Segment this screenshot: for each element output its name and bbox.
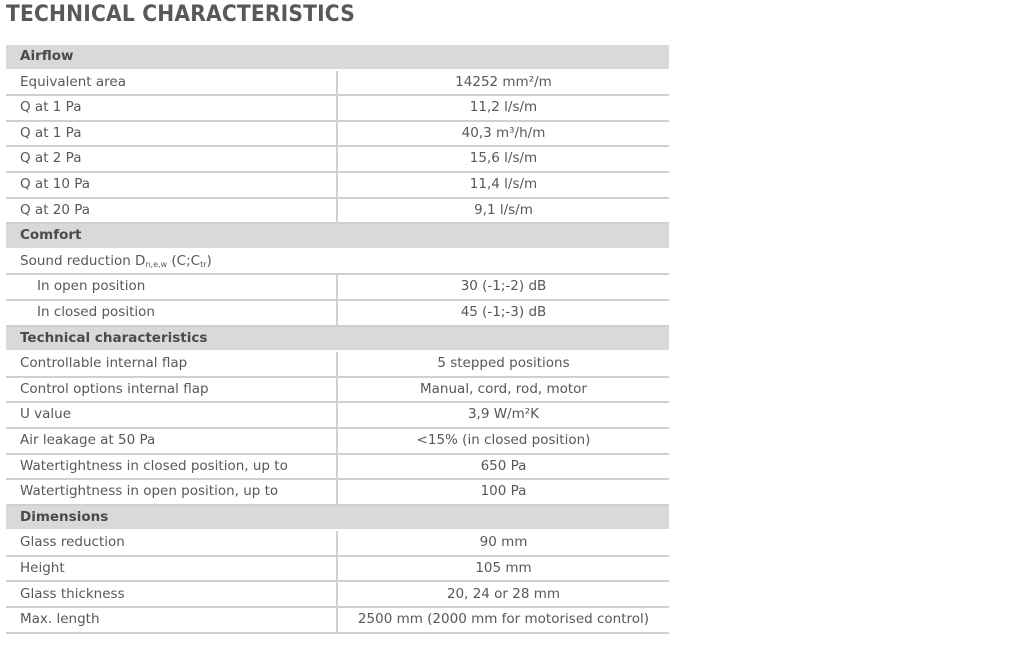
section-heading: Airflow bbox=[6, 45, 669, 70]
row-value: 2500 mm (2000 mm for motorised control) bbox=[337, 607, 669, 633]
table-row bbox=[6, 121, 669, 147]
sound-reduction-paren-close: ) bbox=[206, 252, 212, 269]
technical-characteristics-table bbox=[6, 45, 669, 634]
row-label: Q at 20 Pa bbox=[6, 198, 337, 224]
section-heading: Comfort bbox=[6, 223, 669, 249]
sound-reduction-subscript: n,e,w bbox=[145, 259, 168, 269]
section-header-airflow bbox=[6, 45, 669, 70]
table-row bbox=[6, 428, 669, 454]
row-value: 5 stepped positions bbox=[337, 351, 669, 377]
row-label: In closed position bbox=[6, 300, 337, 326]
section-heading: Technical characteristics bbox=[6, 326, 669, 352]
row-label: Control options internal flap bbox=[6, 377, 337, 403]
row-label: Equivalent area bbox=[6, 70, 337, 96]
row-label: In open position bbox=[6, 274, 337, 300]
row-label: Q at 1 Pa bbox=[6, 121, 337, 147]
row-value: 100 Pa bbox=[337, 479, 669, 505]
row-value: 40,3 m³/h/m bbox=[337, 121, 669, 147]
section-header-dimensions bbox=[6, 505, 669, 531]
row-label: Max. length bbox=[6, 607, 337, 633]
table-row bbox=[6, 402, 669, 428]
sound-reduction-paren: (C;C bbox=[167, 252, 201, 269]
table-row bbox=[6, 377, 669, 403]
row-label: Q at 10 Pa bbox=[6, 172, 337, 198]
table-row-sound-reduction bbox=[6, 249, 669, 275]
section-header-comfort bbox=[6, 223, 669, 249]
table-row bbox=[6, 530, 669, 556]
row-value: 45 (-1;-3) dB bbox=[337, 300, 669, 326]
row-value: 11,2 l/s/m bbox=[337, 95, 669, 121]
table-row bbox=[6, 146, 669, 172]
row-label: Height bbox=[6, 556, 337, 582]
row-value: 15,6 l/s/m bbox=[337, 146, 669, 172]
row-label: Glass reduction bbox=[6, 530, 337, 556]
table-row bbox=[6, 351, 669, 377]
section-header-technical bbox=[6, 326, 669, 352]
page-title: TECHNICAL CHARACTERISTICS bbox=[6, 2, 355, 27]
row-value: 3,9 W/m²K bbox=[337, 402, 669, 428]
row-label: Air leakage at 50 Pa bbox=[6, 428, 337, 454]
table-row bbox=[6, 607, 669, 633]
table-row bbox=[6, 95, 669, 121]
sound-reduction-label bbox=[6, 249, 669, 275]
row-label: Q at 1 Pa bbox=[6, 95, 337, 121]
row-value: 650 Pa bbox=[337, 454, 669, 480]
row-label: Watertightness in open position, up to bbox=[6, 479, 337, 505]
table-row bbox=[6, 198, 669, 224]
row-value: 9,1 l/s/m bbox=[337, 198, 669, 224]
table-row bbox=[6, 70, 669, 96]
row-value: 11,4 l/s/m bbox=[337, 172, 669, 198]
row-value: 20, 24 or 28 mm bbox=[337, 581, 669, 607]
table-row bbox=[6, 274, 669, 300]
row-label: Controllable internal flap bbox=[6, 351, 337, 377]
sound-reduction-text: Sound reduction D bbox=[20, 252, 146, 269]
table-row bbox=[6, 581, 669, 607]
table-row bbox=[6, 300, 669, 326]
table-row bbox=[6, 454, 669, 480]
row-label: Watertightness in closed position, up to bbox=[6, 454, 337, 480]
row-value: Manual, cord, rod, motor bbox=[337, 377, 669, 403]
table-row bbox=[6, 172, 669, 198]
row-label: Q at 2 Pa bbox=[6, 146, 337, 172]
row-value: <15% (in closed position) bbox=[337, 428, 669, 454]
row-value: 30 (-1;-2) dB bbox=[337, 274, 669, 300]
section-heading: Dimensions bbox=[6, 505, 669, 531]
sound-reduction-subscript-tr: tr bbox=[200, 259, 207, 269]
table-row bbox=[6, 479, 669, 505]
row-label: Glass thickness bbox=[6, 581, 337, 607]
row-value: 90 mm bbox=[337, 530, 669, 556]
row-value: 14252 mm²/m bbox=[337, 70, 669, 96]
table-row bbox=[6, 556, 669, 582]
row-label: U value bbox=[6, 402, 337, 428]
row-value: 105 mm bbox=[337, 556, 669, 582]
